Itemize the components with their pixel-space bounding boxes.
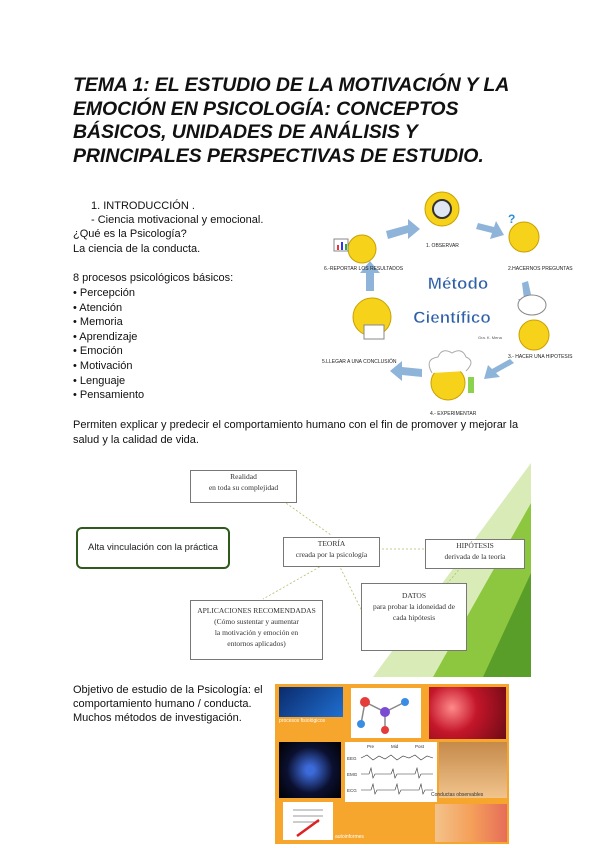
scientific-method-diagram: [318, 187, 573, 419]
arrow-icon: [484, 359, 514, 379]
list-item: • Aprendizaje: [73, 330, 138, 343]
step-label: 1. OBSERVAR: [426, 243, 459, 249]
scientist-hair-icon: [429, 351, 471, 373]
behavior-photo: [439, 742, 507, 798]
molecule-icon: [351, 688, 421, 738]
collage-label: autoinformes: [335, 834, 364, 840]
physiology-chart: Pre Mid Post EEG EMG ECG: [345, 742, 437, 802]
processes-title: 8 procesos psicológicos básicos:: [73, 272, 234, 284]
arrow-icon: [386, 219, 420, 239]
bar-icon: [337, 245, 339, 250]
theory-diagram: [73, 463, 531, 677]
step-label: 5.LLEGAR A UNA CONCLUSIÓN: [322, 359, 397, 365]
emoji-faces: [334, 192, 549, 400]
datos-box: DATOS para probar la idoneidad de cada hipótesis: [361, 583, 467, 651]
list-item: • Memoria: [73, 316, 123, 329]
method-author: Gra. K. Mena: [478, 335, 502, 340]
magnifier-icon: [433, 200, 451, 218]
list-item: • Lenguaje: [73, 374, 126, 387]
cells-image: [429, 687, 506, 739]
step-label: 4.- EXPERIMENTAR: [430, 411, 477, 417]
teoria-box: TEORÍA creada por la psicología: [283, 537, 380, 567]
bar-icon: [345, 244, 347, 250]
notepad-icon: [364, 325, 384, 339]
method-title-line1: Método: [427, 274, 489, 293]
list-item: • Atención: [73, 301, 123, 314]
section-heading: 1. INTRODUCCIÓN .: [91, 200, 195, 212]
list-item: • Percepción: [73, 287, 135, 299]
list-item: • Emoción: [73, 345, 123, 358]
dna-image: [279, 687, 343, 717]
question-face-icon: [509, 222, 539, 252]
section-subheading: - Ciencia motivacional y emocional.: [91, 214, 264, 226]
collage-label: procesos fisiológicos: [279, 718, 326, 724]
collage-label: Conductas observables: [431, 792, 484, 798]
test-tube-icon: [468, 377, 474, 393]
children-photo: [435, 804, 507, 842]
hypothesis-face-icon: [519, 320, 549, 350]
report-face-icon: [348, 235, 376, 263]
pen-icon: [283, 802, 333, 840]
questionnaire-image: [283, 802, 333, 840]
practice-box: Alta vinculación con la práctica: [76, 527, 230, 569]
thought-bubble-icon: [518, 295, 546, 315]
list-item: • Motivación: [73, 359, 133, 372]
step-label: 6.-REPORTAR LOS RESULTADOS: [324, 266, 404, 272]
objective-line: Muchos métodos de investigación.: [73, 712, 242, 724]
question-mark-icon: ?: [508, 212, 516, 226]
signal-traces: [361, 752, 435, 800]
objective-line: comportamiento humano / conducta.: [73, 698, 252, 710]
page-title: TEMA 1: EL ESTUDIO DE LA MOTIVACIÓN Y LA EMOCIÓN EN PSICOLOGÍA: CONCEPTOS BÁSICOS, UNIDADES DE ANÁLISIS Y PRINCIPALES PERSPECTIVAS DE ESTUDIO.: [73, 74, 509, 167]
question-text: ¿Qué es la Psicología?: [73, 228, 187, 240]
processes-list: [73, 286, 144, 403]
method-title-line2: Científico: [413, 308, 491, 327]
bar-icon: [341, 242, 343, 250]
aplicaciones-box: APLICACIONES RECOMENDADAS (Cómo sustentar y aumentar la motivación y emoción en entornos aplicados): [190, 600, 323, 660]
arrow-icon: [476, 221, 504, 239]
step-label: 3.- HACER UNA HIPOTESIS: [508, 354, 573, 360]
intro-paragraph: Permiten explicar y predecir el comportamiento humano con el fin de promover y mejorar la salud y la calidad de vida.: [73, 419, 519, 446]
objective-line: Objetivo de estudio de la Psicología: el: [73, 684, 263, 696]
step-label: 2.HACERNOS PREGUNTAS: [508, 266, 573, 272]
brain-scan-image: [279, 742, 341, 798]
list-item: • Pensamiento: [73, 389, 145, 402]
hipotesis-box: HIPÓTESIS derivada de la teoría: [425, 539, 525, 569]
methods-collage: [275, 684, 509, 844]
realidad-box: Realidad en toda su complejidad: [190, 470, 297, 503]
answer-text: La ciencia de la conducta.: [73, 243, 201, 255]
